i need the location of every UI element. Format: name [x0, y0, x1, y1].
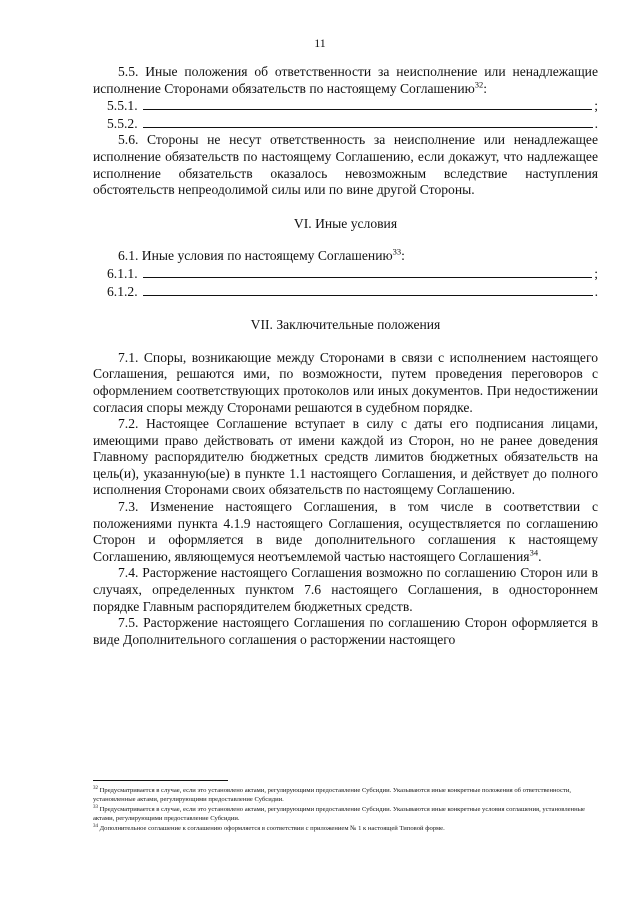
fill-line-5-5-1: 5.5.1. ;: [107, 98, 598, 114]
fill-line-6-1-1: 6.1.1. ;: [107, 265, 598, 281]
footnote-ref-32[interactable]: 32: [474, 79, 484, 90]
fill-line-6-1-2: 6.1.2. .: [107, 283, 598, 299]
paragraph-7-1: 7.1. Споры, возникающие между Сторонами в связи с исполнением настоящего Соглашения, решаются ими, по возможности, путем проведения переговоров с оформлением соответствующих протоколов или иных документов. При недостижении согласия споры между Сторонами решаются в судебном порядке.: [93, 349, 598, 415]
blank-fill-field[interactable]: [143, 283, 593, 296]
paragraph-7-3: 7.3. Изменение настоящего Соглашения, в том числе в соответствии с положениями пункта 4.1.9 настоящего Соглашения, осуществляется по соглашению Сторон и оформляется в виде дополнительного соглашения к настоящему Соглашению, являющемуся неотъемлемой частью настоящего Соглашения$^{34}$.: [93, 499, 598, 564]
paragraph-7-4: 7.4. Расторжение настоящего Соглашения возможно по соглашению Сторон или в случаях, определенных пунктом 7.6 настоящего Соглашения, в одностороннем порядке Главным распорядителем бюджетных средств.: [93, 565, 598, 614]
footnote-ref-34[interactable]: 34: [529, 547, 539, 558]
document-body: [93, 64, 598, 648]
footnote-34: $^{34}$ Дополнительное соглашение к соглашению оформляется в соответствии с приложением № 1 к настоящей Типовой форме.: [93, 823, 445, 832]
section-heading-6: VI. Иные условия: [293, 215, 398, 231]
item-number: 5.5.1.: [107, 98, 138, 114]
footnote-33: $^{33}$ Предусматривается в случае, если это установлено актами, регулирующими предоставление Субсидии. Указываются иные конкретные условия соглашения, установленные актами, регулирующими предоставление Субсидии.: [93, 804, 585, 823]
footnote-32: $^{32}$ Предусматривается в случае, если это установлено актами, регулирующими предоставление Субсидии. Указываются иные конкретные положения об ответственности, установленные актами, регулирующими предоставление Субсидии.: [93, 785, 571, 804]
paragraph-5-5: 5.5. Иные положения об ответственности за неисполнение или ненадлежащие исполнение Сторонами обязательств по настоящему Соглашению$^{32}$:: [93, 64, 598, 96]
item-number: 6.1.2.: [107, 283, 138, 299]
paragraph-7-5: 7.5. Расторжение настоящего Соглашения по соглашению Сторон оформляется в виде Дополнительного соглашения о расторжении настоящего: [93, 615, 598, 647]
item-number: 5.5.2.: [107, 115, 138, 131]
blank-fill-field[interactable]: [143, 265, 593, 278]
blank-fill-field[interactable]: [143, 115, 593, 128]
section-heading-7: VII. Заключительные положения: [250, 317, 441, 333]
page-number: 11: [314, 36, 326, 50]
paragraph-6-1: 6.1. Иные условия по настоящему Соглашению$^{33}$:: [118, 246, 405, 264]
footnote-ref-33[interactable]: 33: [392, 246, 402, 257]
fill-line-5-5-2: 5.5.2. .: [107, 115, 598, 131]
item-number: 6.1.1.: [107, 265, 138, 281]
footnote-separator: [93, 780, 228, 781]
paragraph-5-6: 5.6. Стороны не несут ответственность за неисполнение или ненадлежащее исполнение обязательств по настоящему Соглашению, если докажут, что надлежащее исполнение обязательств оказалось невозможным вследствие наступления обстоятельств непреодолимой силы или по вине другой Стороны.: [93, 132, 598, 198]
footnotes: [93, 786, 598, 833]
blank-fill-field[interactable]: [143, 97, 593, 110]
paragraph-7-2: 7.2. Настоящее Соглашение вступает в силу с даты его подписания лицами, имеющими право действовать от имени каждой из Сторон, но не ранее доведения Главному распорядителю бюджетных средств лимитов бюджетных обязательств на цель(и), указанную(ые) в пункте 1.1 настоящего Соглашения, и действует до полного исполнения Сторонами своих обязательств по настоящему Соглашению.: [93, 416, 598, 498]
